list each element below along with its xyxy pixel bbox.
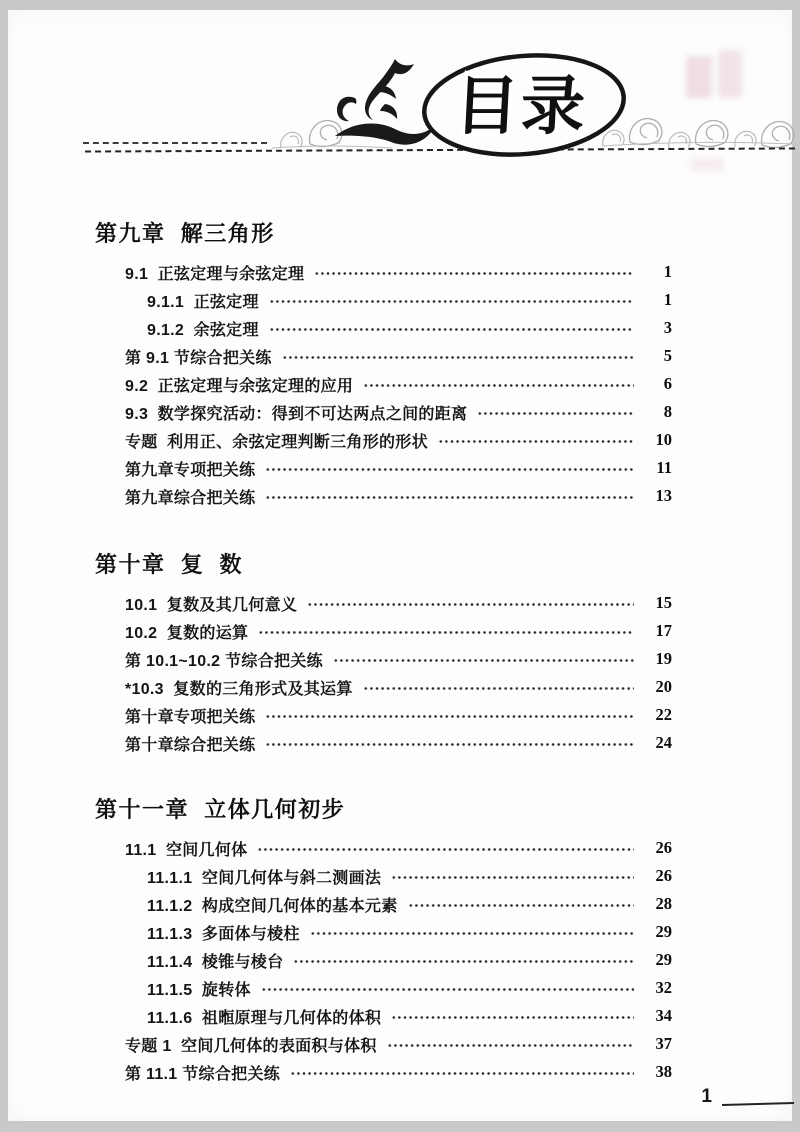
toc-dot-leader	[269, 294, 634, 309]
toc-item-page: 28	[655, 894, 672, 913]
toc-dot-leader	[314, 266, 634, 281]
toc-item-page: 1	[663, 290, 672, 309]
toc-dot-leader	[261, 982, 634, 997]
toc-row	[95, 701, 672, 729]
chapter-title: 第十一章 立体几何初步	[95, 797, 346, 822]
toc-row	[95, 426, 672, 454]
toc-item-page: 22	[655, 705, 672, 724]
toc-item-label: 11.1.4 棱锥与棱台	[147, 953, 284, 971]
toc-item-page: 8	[663, 402, 672, 421]
toc-dot-leader	[258, 625, 634, 640]
toc-item-page: 3	[663, 318, 672, 337]
chapter-items	[95, 834, 672, 1086]
chapter-items	[95, 258, 672, 510]
ink-bleed-mark	[690, 158, 724, 171]
toc-chapter	[95, 537, 672, 757]
toc-row	[95, 834, 672, 862]
toc-item-page: 15	[655, 593, 672, 612]
toc-item-label: 11.1.5 旋转体	[147, 981, 251, 999]
toc-item-page: 11	[656, 458, 672, 477]
toc-dot-leader	[363, 378, 634, 393]
toc-item-label: 专题 利用正、余弦定理判断三角形的形状	[125, 433, 428, 451]
toc-chapter	[95, 782, 672, 1086]
toc-row	[95, 398, 672, 426]
toc-item-page: 13	[655, 486, 672, 505]
toc-dot-leader	[477, 406, 634, 421]
ink-bleed-mark	[686, 56, 712, 98]
toc-item-page: 26	[655, 838, 672, 857]
toc-row	[95, 1002, 672, 1030]
toc-row	[95, 862, 672, 890]
toc-item-label: 11.1.6 祖暅原理与几何体的体积	[147, 1009, 382, 1027]
toc-item-label: 第 9.1 节综合把关练	[125, 349, 272, 367]
toc-item-page: 19	[655, 649, 672, 668]
footer-page-number: 1	[701, 1086, 712, 1107]
toc-dot-leader	[387, 1038, 634, 1053]
toc-item-label: 第十章综合把关练	[125, 736, 256, 754]
toc-dot-leader	[391, 1010, 634, 1025]
toc-item-page: 6	[663, 374, 672, 393]
ink-bleed-mark	[718, 50, 742, 98]
toc-row	[95, 890, 672, 918]
toc-row	[95, 729, 672, 757]
toc-item-label: 10.2 复数的运算	[125, 624, 249, 642]
toc-dot-leader	[282, 350, 634, 365]
toc-row	[95, 946, 672, 974]
toc-dot-leader	[257, 842, 634, 857]
toc-item-page: 17	[655, 621, 672, 640]
toc-item-page: 37	[655, 1034, 672, 1053]
toc-item-label: 11.1.3 多面体与棱柱	[147, 925, 300, 943]
toc-item-label: 11.1.1 空间几何体与斜二测画法	[147, 869, 382, 887]
toc-dot-leader	[391, 870, 634, 885]
toc-item-label: 第九章综合把关练	[125, 489, 256, 507]
toc-dot-leader	[265, 462, 634, 477]
toc-item-label: 第 10.1~10.2 节综合把关练	[125, 652, 323, 670]
toc-item-label: 9.1.2 余弦定理	[147, 321, 259, 339]
toc-item-page: 10	[655, 430, 672, 449]
toc-item-label: 9.1.1 正弦定理	[147, 293, 259, 311]
toc-dot-leader	[307, 597, 634, 612]
toc-item-label: 第十章专项把关练	[125, 708, 256, 726]
toc-dot-leader	[408, 898, 635, 913]
toc-item-page: 5	[663, 346, 672, 365]
toc-chapter	[95, 206, 672, 510]
title-badge	[416, 48, 632, 162]
toc-row	[95, 1058, 672, 1086]
toc-row	[95, 342, 672, 370]
chapter-items	[95, 589, 672, 757]
toc-row	[95, 645, 672, 673]
toc-row	[95, 482, 672, 510]
toc-item-label: 9.2 正弦定理与余弦定理的应用	[125, 377, 354, 395]
toc-item-label: 11.1 空间几何体	[125, 841, 248, 859]
toc-dot-leader	[363, 681, 634, 696]
page-title: 目录	[453, 70, 589, 142]
toc-row	[95, 617, 672, 645]
toc-row	[95, 258, 672, 286]
toc-item-page: 24	[655, 733, 672, 752]
toc-item-label: 9.3 数学探究活动：得到不可达两点之间的距离	[125, 405, 468, 423]
toc-item-page: 1	[663, 262, 672, 281]
toc-row	[95, 673, 672, 701]
toc-item-label: 11.1.2 构成空间几何体的基本元素	[147, 897, 398, 915]
toc-dot-leader	[265, 709, 634, 724]
toc-item-label: 第九章专项把关练	[125, 461, 256, 479]
toc-item-page: 29	[655, 950, 672, 969]
toc-row	[95, 454, 672, 482]
toc-item-page: 32	[655, 978, 672, 997]
toc-item-page: 34	[655, 1006, 672, 1025]
toc-dot-leader	[333, 653, 634, 668]
toc-item-page: 29	[655, 922, 672, 941]
toc-dot-leader	[310, 926, 634, 941]
toc-item-label: 第 11.1 节综合把关练	[125, 1065, 281, 1083]
toc-dot-leader	[438, 434, 634, 449]
toc-row	[95, 286, 672, 314]
toc-row	[95, 314, 672, 342]
toc-row	[95, 589, 672, 617]
chapter-title: 第十章 复 数	[95, 552, 243, 577]
toc-item-page: 26	[655, 866, 672, 885]
toc-item-label: 专题 1 空间几何体的表面积与体积	[125, 1037, 377, 1055]
toc-dot-leader	[265, 737, 634, 752]
toc-row	[95, 370, 672, 398]
toc-dot-leader	[269, 322, 634, 337]
toc-dot-leader	[265, 490, 634, 505]
toc	[95, 206, 672, 1086]
toc-item-page: 20	[655, 677, 672, 696]
toc-item-label: 10.1 复数及其几何意义	[125, 596, 298, 614]
toc-item-label: 9.1 正弦定理与余弦定理	[125, 265, 305, 283]
toc-item-label: *10.3 复数的三角形式及其运算	[125, 680, 353, 698]
toc-dot-leader	[290, 1066, 634, 1081]
chapter-title: 第九章 解三角形	[95, 221, 275, 246]
toc-row	[95, 918, 672, 946]
toc-item-page: 38	[655, 1062, 672, 1081]
toc-row	[95, 974, 672, 1002]
header-dashed-rule-short	[83, 142, 267, 144]
toc-row	[95, 1030, 672, 1058]
toc-dot-leader	[293, 954, 634, 969]
